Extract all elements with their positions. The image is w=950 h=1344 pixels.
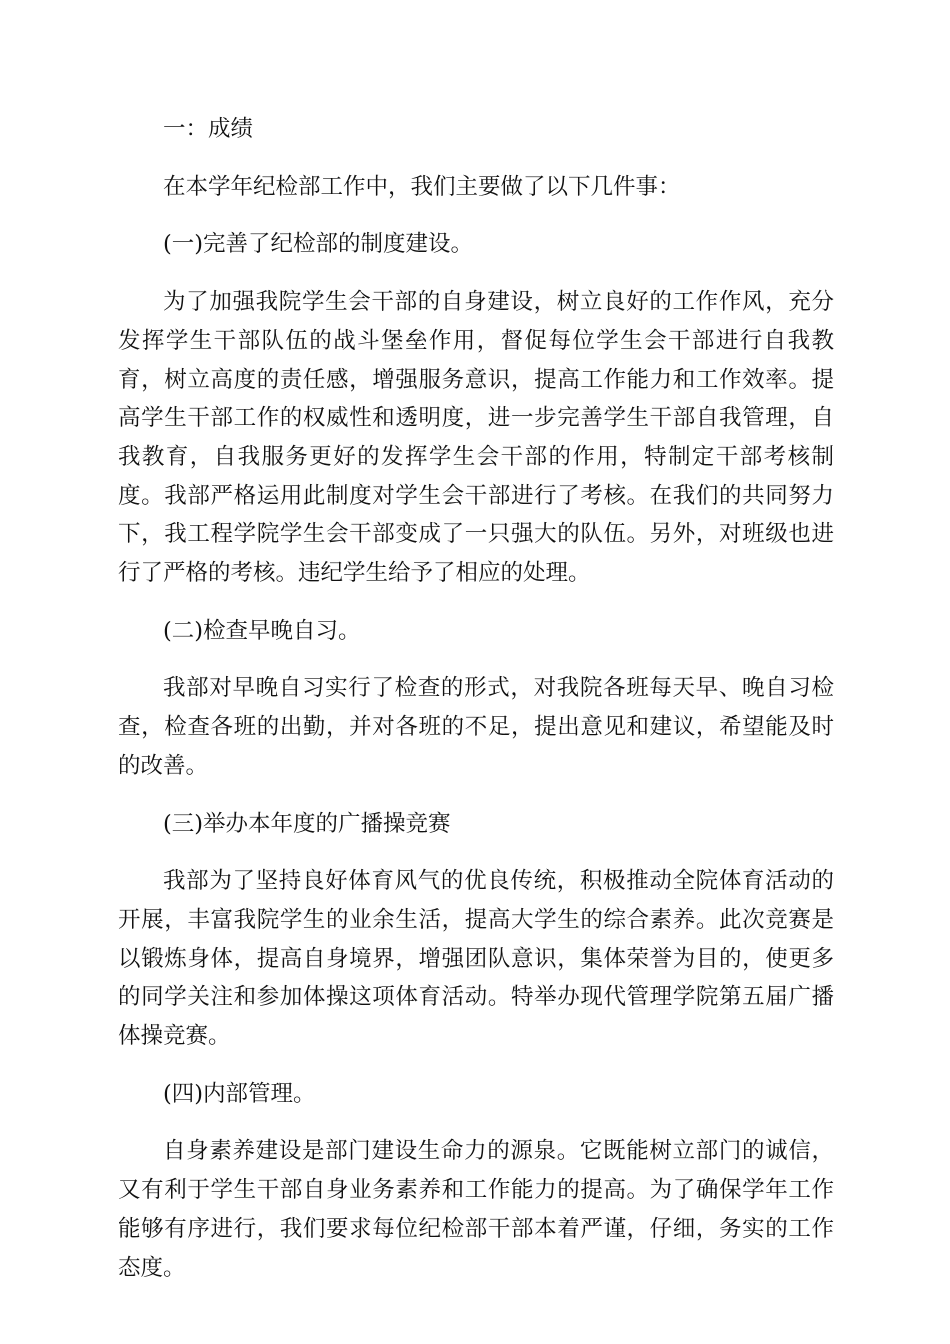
- document-body: [118, 110, 834, 1306]
- intro-paragraph: 在本学年纪检部工作中，我们主要做了以下几件事：: [163, 173, 681, 200]
- subsection-heading-3: (三)举办本年度的广播操竞赛: [163, 810, 451, 837]
- section-heading-achievements: 一：成绩: [163, 116, 254, 142]
- body-paragraph-2: 我部对早晚自习实行了检查的形式，对我院各班每天早、晚自习检查，检查各班的出勤，并对各班的不足，提出意见和建议，希望能及时的改善。: [118, 675, 834, 779]
- subsection-heading-2: (二)检查早晚自习。: [163, 617, 361, 644]
- body-paragraph-4: 自身素养建设是部门建设生命力的源泉。它既能树立部门的诚信，又有利于学生干部自身业务素养和工作能力的提高。为了确保学年工作能够有序进行，我们要求每位纪检部干部本着严谨，仔细，务实的工作态度。: [118, 1138, 834, 1281]
- body-paragraph-3: 我部为了坚持良好体育风气的优良传统，积极推动全院体育活动的开展，丰富我院学生的业余生活，提高大学生的综合素养。此次竞赛是以锻炼身体，提高自身境界，增强团队意识，集体荣誉为目的，使更多的同学关注和参加体操这项体育活动。特举办现代管理学院第五届广播体操竞赛。: [118, 868, 834, 1050]
- subsection-heading-4: (四)内部管理。: [163, 1080, 316, 1107]
- body-paragraph-1: 为了加强我院学生会干部的自身建设，树立良好的工作作风，充分发挥学生干部队伍的战斗堡垒作用，督促每位学生会干部进行自我教育，树立高度的责任感，增强服务意识，提高工作能力和工作效率。提高学生干部工作的权威性和透明度，进一步完善学生干部自我管理，自我教育，自我服务更好的发挥学生会干部的作用，特制定干部考核制度。我部严格运用此制度对学生会干部进行了考核。在我们的共同努力下，我工程学院学生会干部变成了一只强大的队伍。另外，对班级也进行了严格的考核。违纪学生给予了相应的处理。: [118, 289, 834, 587]
- subsection-heading-1: (一)完善了纪检部的制度建设。: [163, 231, 474, 258]
